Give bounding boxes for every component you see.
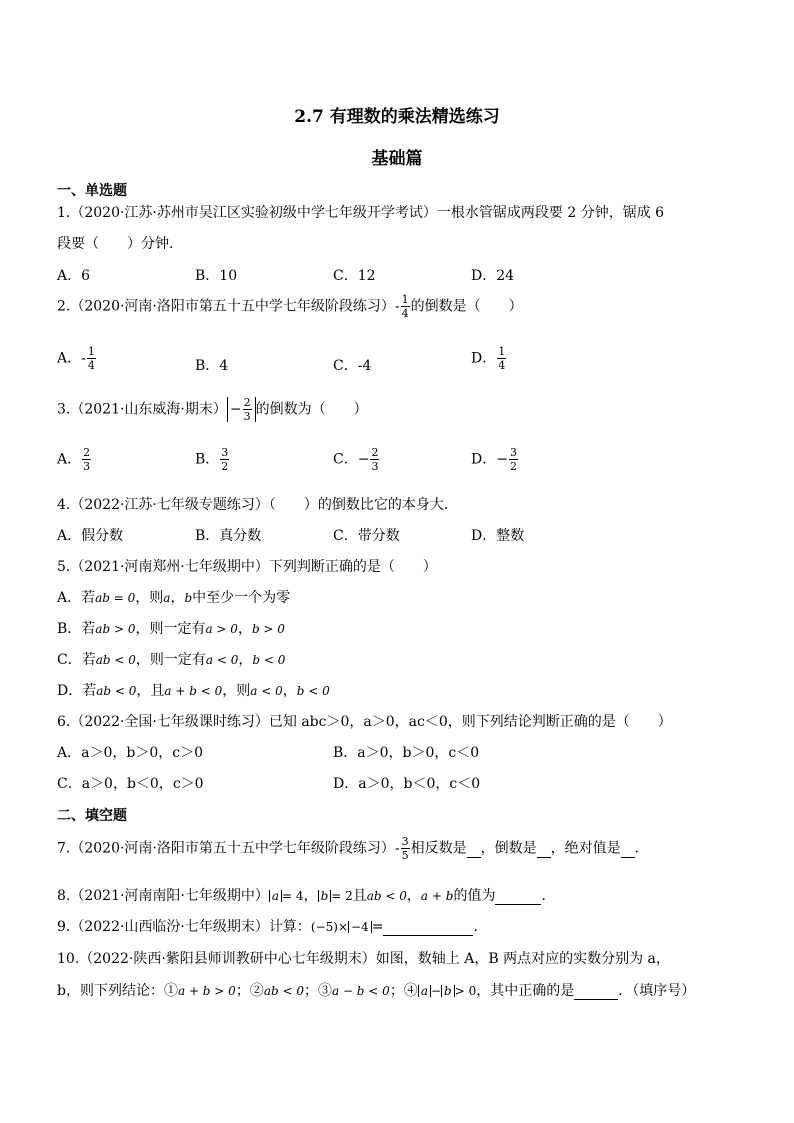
q6-option-c: C．a＞0，b＜0，c＞0	[57, 776, 204, 792]
q10-text-line2: b，则下列结论：①a + b > 0；②ab < 0；③a − b < 0；④ a − b > 0，其中正确的是 ．（填序号）	[57, 983, 696, 999]
q3-option-b: B． $\frac{3}{2}$	[195, 446, 229, 473]
q1-text-line2: 段要（ ）分钟．	[57, 236, 183, 252]
page-title: 2.7 有理数的乘法精选练习	[294, 107, 500, 127]
q2-option-a: A．- $\frac{1}{4}$	[57, 345, 95, 372]
q7-blank-absolute[interactable]	[621, 841, 635, 858]
q4-question: 4.（2022·江苏·七年级专题练习）（ ）的倒数比它的本身大．	[57, 497, 458, 513]
q1-option-b: B．10	[195, 268, 238, 284]
q1-option-d: D．24	[471, 268, 515, 284]
q9-question: 9.（2022·山西临汾·七年级期末）计算：(−5)× −4 = ．	[57, 919, 488, 935]
q7-blank-opposite[interactable]	[467, 841, 481, 858]
q3-option-c: C．− $\frac{2}{3}$	[333, 446, 379, 473]
q2-fraction: $\frac{1}{4}$	[401, 293, 409, 320]
q4-option-c: C．带分数	[333, 528, 400, 544]
page-subtitle: 基础篇	[371, 149, 423, 169]
q5-question: 5.（2021·河南郑州·七年级期中）下列判断正确的是（ ）	[57, 559, 437, 575]
q6-question: 6.（2022·全国·七年级课时练习）已知 abc＞0，a＞0，ac＜0，则下列结论判断正确的是（ ）	[57, 714, 672, 730]
q5-option-a: A．若ab = 0，则a，b中至少一个为零	[57, 590, 291, 606]
q4-option-d: D．整数	[471, 528, 525, 544]
q3-absolute-value: − $\frac{2}{3}$	[227, 397, 256, 422]
q6-option-d: D．a＞0，b＜0，c＜0	[333, 776, 481, 792]
q3-option-a: A． $\frac{2}{3}$	[57, 446, 91, 473]
q5-option-d: D．若ab < 0，且a + b < 0，则a < 0，b < 0	[57, 683, 330, 699]
q2-option-c: C．-4	[333, 358, 372, 374]
q6-option-b: B．a＞0，b＞0，c＜0	[333, 745, 480, 761]
q4-option-b: B．真分数	[195, 528, 262, 544]
q4-option-a: A．假分数	[57, 528, 124, 544]
q6-option-a: A．a＞0，b＞0，c＞0	[57, 745, 203, 761]
q10-answer-blank[interactable]	[574, 983, 618, 1000]
section-heading-fill-in: 二、填空题	[57, 808, 127, 824]
q5-option-b: B．若ab > 0，则一定有a > 0，b > 0	[57, 621, 285, 637]
q3-option-d: D．− $\frac{3}{2}$	[471, 446, 517, 473]
q2-prefix: 2.（2020·河南·洛阳市第五十五中学七年级阶段练习）-	[57, 298, 400, 315]
q7-question: 7.（2020·河南·洛阳市第五十五中学七年级阶段练习）- $\frac{3}{5}$ 相反数是 ，倒数是 ，绝对值是 ．	[57, 835, 649, 862]
q2-question	[57, 294, 523, 319]
q1-text-line1: 1.（2020·江苏·苏州市吴江区实验初级中学七年级开学考试）一根水管锯成两段要 2 分钟，锯成 6	[57, 205, 665, 221]
q3-question: 3.（2021·山东威海·期末） − $\frac{2}{3}$ 的倒数为（ ）	[57, 396, 368, 423]
q1-option-c: C．12	[333, 268, 376, 284]
q9-answer-blank[interactable]	[383, 919, 473, 936]
q2-suffix: 的倒数是（ ）	[410, 298, 523, 315]
q8-answer-blank[interactable]	[495, 888, 541, 905]
q2-option-d: D． $\frac{1}{4}$	[471, 345, 506, 372]
q8-question: 8.（2021·河南南阳·七年级期中） a = 4， b = 2且ab < 0，a + b的值为 ．	[57, 888, 556, 904]
q10-text-line1: 10.（2022·陕西·紫阳县师训教研中心七年级期末）如图，数轴上 A，B 两点对应的实数分别为 a，	[57, 951, 670, 967]
q5-option-c: C．若ab < 0，则一定有a < 0，b < 0	[57, 652, 286, 668]
q1-option-a: A．6	[57, 268, 91, 284]
q2-option-b: B．4	[195, 358, 229, 374]
q7-blank-reciprocal[interactable]	[537, 841, 551, 858]
section-heading-single-choice: 一、单选题	[57, 183, 127, 199]
